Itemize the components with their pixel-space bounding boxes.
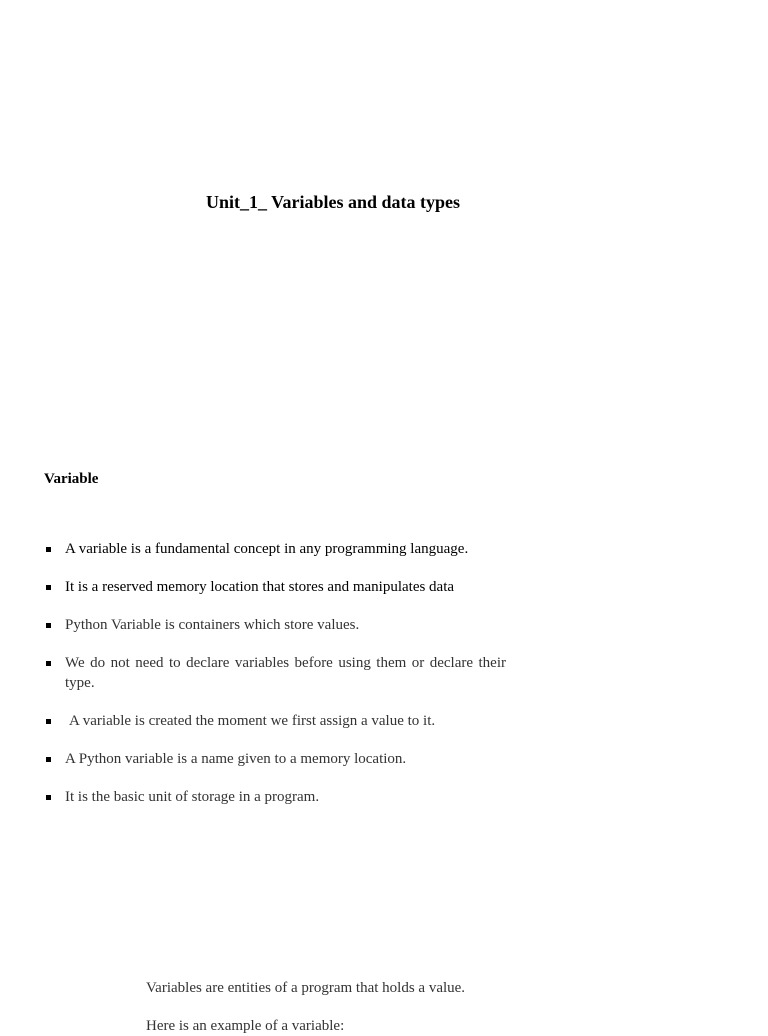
list-item-text: A variable is a fundamental concept in any programming language. [65, 541, 469, 557]
list-item [46, 750, 506, 770]
square-bullet-icon [46, 757, 51, 762]
list-item [46, 788, 506, 808]
list-item [46, 578, 506, 598]
list-item-text: Python Variable is containers which store values. [65, 617, 360, 633]
variable-bullet-list [46, 540, 506, 826]
body-paragraph: Variables are entities of a program that holds a value. [146, 980, 466, 996]
list-item [46, 712, 506, 732]
list-item-text: We do not need to declare variables before using them or declare their type. [65, 655, 506, 691]
body-paragraph: Here is an example of a variable: [146, 1018, 345, 1034]
list-item-text: It is the basic unit of storage in a program. [65, 788, 320, 805]
list-item [46, 616, 506, 636]
list-item [46, 654, 506, 693]
square-bullet-icon [46, 795, 51, 800]
square-bullet-icon [46, 585, 51, 590]
square-bullet-icon [46, 719, 51, 724]
square-bullet-icon [46, 623, 51, 628]
square-bullet-icon [46, 547, 51, 552]
page-title: Unit_1_ Variables and data types [205, 192, 461, 212]
list-item-text: It is a reserved memory location that stores and manipulates data [65, 579, 455, 595]
list-item-text: A Python variable is a name given to a memory location. [65, 750, 407, 767]
section-heading-variable: Variable [44, 471, 99, 487]
square-bullet-icon [46, 661, 51, 666]
list-item-text: A variable is created the moment we first assign a value to it. [69, 712, 436, 729]
list-item [46, 540, 506, 560]
